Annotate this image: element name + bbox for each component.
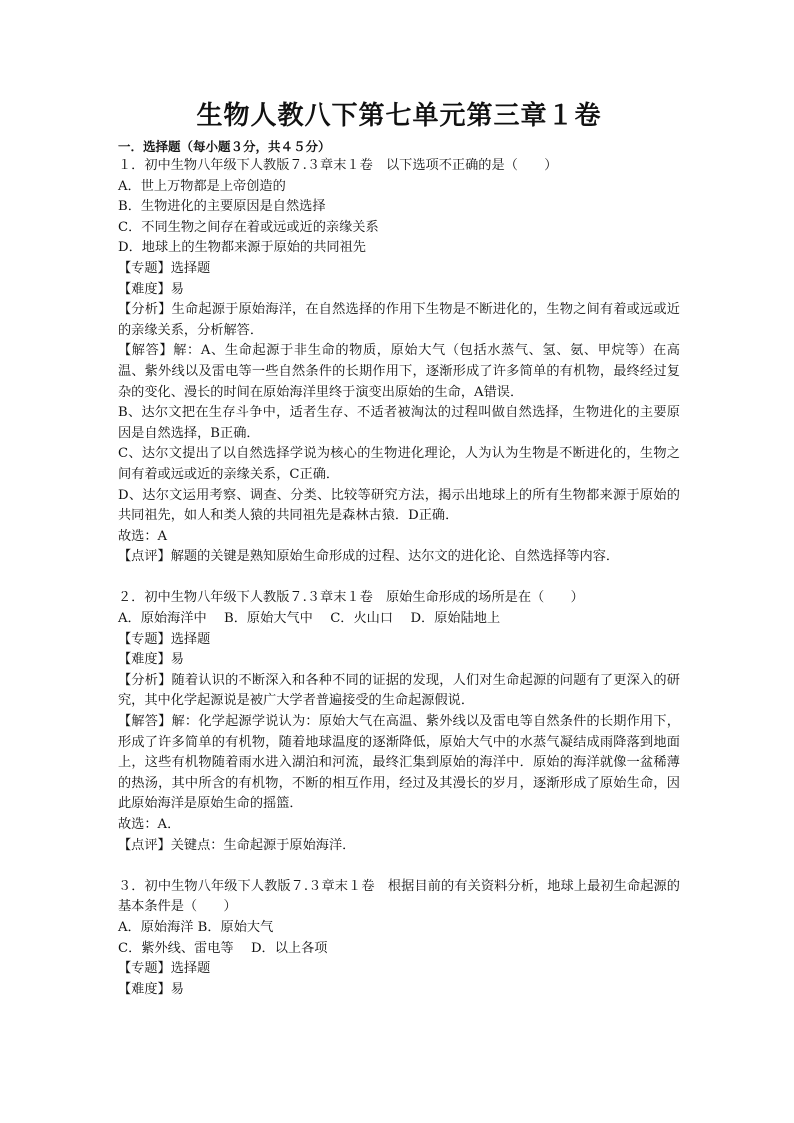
options-line: A．原始海洋中 B．原始大气中 C．火山口 D．原始陆地上 [118,611,501,627]
comment-text: 【点评】解题的关键是熟知原始生命形成的过程、达尔文的进化论、自然选择等内容． [118,549,620,565]
solution-text: D、达尔文运用考察、调查、分类、比较等研究方法，揭示出地球上的所有生物都来源于原始的共同祖先，如人和类人猿的共同祖先是森林古猿．D正确． [118,487,680,524]
spacer [118,856,680,877]
options-line: A．原始海洋 B．原始大气 [118,919,274,935]
document-page [118,100,680,1000]
option-b: B．生物进化的主要原因是自然选择 [118,199,326,215]
options-line: C．紫外线、雷电等 D．以上各项 [118,940,328,956]
question-stem: ３．初中生物八年级下人教版７.３章末１卷 根据目前的有关资料分析，地球上最初生命起源的基本条件是（ ） [118,878,680,915]
difficulty-label: 【难度】易 [118,281,184,297]
document-title: 生物人教八下第七单元第三章１卷 [196,101,602,131]
answer-text: 故选：A [118,528,168,544]
answer-text: 故选：A． [118,817,181,832]
question-2 [118,588,680,856]
solution-text: B、达尔文把在生存斗争中，适者生存、不适者被淘汰的过程叫做自然选择，生物进化的主要原因是自然选择，B正确． [118,405,680,441]
option-d: D．地球上的生物都来源于原始的共同祖先 [118,240,366,256]
solution-text: 【解答】解：化学起源学说认为：原始大气在高温、紫外线以及雷电等自然条件的长期作用下，形成了许多简单的有机物，随着地球温度的逐渐降低，原始大气中的水蒸气凝结成雨降落到地面上，这些有机物随着雨水进入湖泊和河流，最终汇集到原始的海洋中．原始的海洋就像一盆稀薄的热汤，其中所含的有机物，不断的相互作用，经过及其漫长的岁月，逐渐形成了原始生命，因此原始海洋是原始生命的摇篮． [118,714,680,812]
difficulty-label: 【难度】易 [118,652,184,668]
section-header: 一．选择题（每小题３分，共４５分） [118,139,331,154]
spacer [118,568,680,589]
question-3 [118,877,680,1001]
option-c: C．不同生物之间存在着或远或近的亲缘关系 [118,219,379,235]
topic-label: 【专题】选择题 [118,631,211,647]
difficulty-label: 【难度】易 [118,981,184,997]
comment-text: 【点评】关键点：生命起源于原始海洋． [118,837,356,853]
solution-text: C、达尔文提出了以自然选择学说为核心的生物进化理论，人为认为生物是不断进化的，生物之间有着或远或近的亲缘关系，C正确． [118,446,680,482]
question-1 [118,156,680,568]
topic-label: 【专题】选择题 [118,260,211,276]
solution-text: 【解答】解：A、生命起源于非生命的物质，原始大气（包括水蒸气、氢、氨、甲烷等）在高温、紫外线以及雷电等一些自然条件的长期作用下，逐渐形成了许多简单的有机物，最终经过复杂的变化、漫长的时间在原始海洋里终于演变出原始的生命，A错误． [118,343,680,400]
option-a: A．世上万物都是上帝创造的 [118,178,286,194]
analysis-text: 【分析】随着认识的不断深入和各种不同的证据的发现，人们对生命起源的问题有了更深入的研究，其中化学起源说是被广大学者普遍接受的生命起源假说． [118,672,680,709]
topic-label: 【专题】选择题 [118,961,211,977]
analysis-text: 【分析】生命起源于原始海洋，在自然选择的作用下生物是不断进化的，生物之间有着或远或近的亲缘关系，分析解答． [118,302,680,338]
question-stem: ２．初中生物八年级下人教版７.３章末１卷 原始生命形成的场所是在（ ） [118,590,584,606]
question-stem: １．初中生物八年级下人教版７.３章末１卷 以下选项不正确的是（ ） [118,158,558,173]
